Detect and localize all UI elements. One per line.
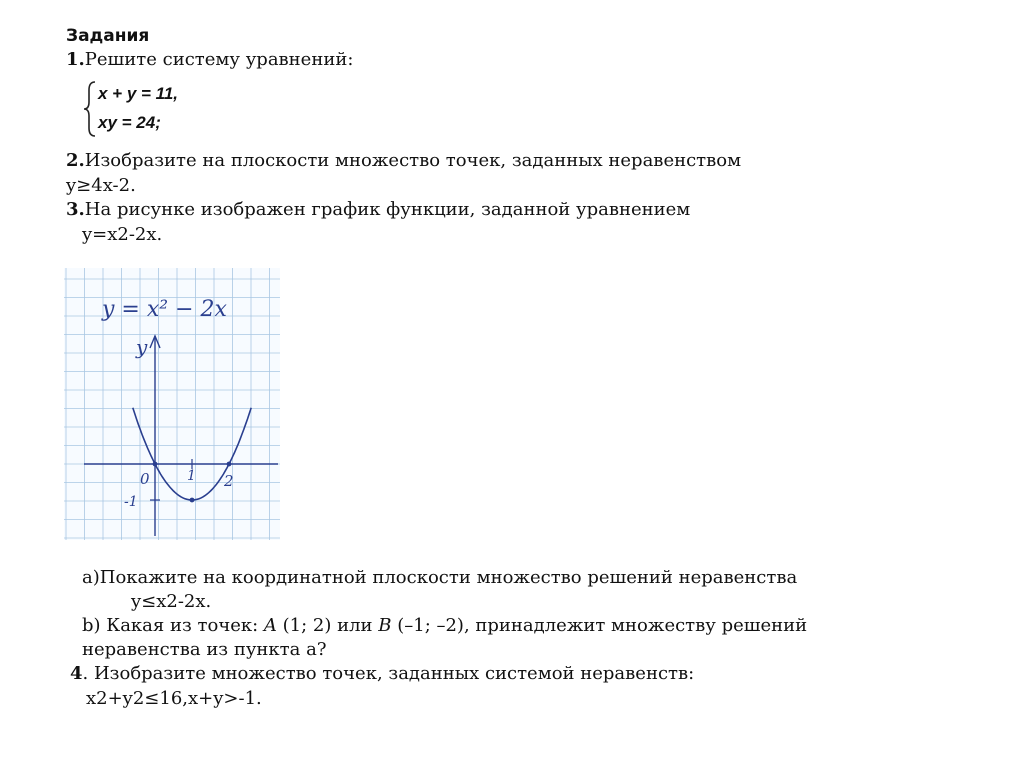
point-b-coords: (–1; –2), принадлежит множеству решений	[391, 615, 808, 636]
task-4-number: 4	[70, 663, 83, 684]
task-4-line-1	[70, 662, 694, 686]
point-b-name: B	[378, 615, 392, 636]
graph-axis-y-label: y	[136, 335, 148, 359]
task-3a-line-2: y≤x2-2x.	[131, 591, 212, 612]
task-1	[66, 48, 353, 72]
graph-label: y = x² − 2x	[102, 297, 227, 322]
tick-label-2: 2	[224, 472, 234, 490]
point-origin	[153, 462, 158, 467]
tick-label-1: 1	[187, 468, 196, 484]
point-a-name: A	[263, 615, 277, 636]
task-2-number: 2.	[66, 150, 85, 171]
task-1-number: 1.	[66, 49, 85, 70]
point-a-coords: (1; 2) или	[276, 615, 379, 636]
parabola-graph-image	[64, 268, 280, 540]
brace-icon	[82, 78, 98, 140]
task-2-text: Изобразите на плоскости множество точек, заданных неравенством	[84, 150, 742, 171]
page-title: Задания	[66, 26, 150, 46]
task-3-number: 3.	[66, 199, 85, 220]
point-root-2	[227, 462, 232, 467]
task-4-line-2: x2+y2≤16,x+y>-1.	[86, 688, 262, 709]
task-3b-line-2: неравенства из пункта а?	[82, 639, 327, 660]
task-3-line-1	[66, 198, 690, 222]
point-vertex	[190, 498, 195, 503]
task-3-text: На рисунке изображен график функции, заданной уравнением	[84, 199, 691, 220]
equation-system	[82, 78, 212, 140]
task-1-text: Решите систему уравнений:	[84, 49, 354, 70]
task-2-line-1	[66, 149, 741, 173]
tick-label-0: 0	[140, 470, 150, 488]
task-3a-line-1: а)Покажите на координатной плоскости множество решений неравенства	[82, 567, 798, 588]
task-3-line-2: y=x2-2x.	[82, 224, 163, 245]
task-3b-prefix: b) Какая из точек:	[82, 615, 264, 636]
equation-1: x + y = 11,	[98, 84, 179, 103]
tick-label-minus-1: -1	[124, 494, 138, 510]
task-4-text: . Изобразите множество точек, заданных системой неравенств:	[82, 663, 695, 684]
parabola-graph-svg	[64, 268, 280, 540]
equation-2: xy = 24;	[98, 113, 161, 132]
task-2-line-2: y≥4x-2.	[66, 175, 136, 196]
task-3b-line-1	[82, 614, 807, 638]
